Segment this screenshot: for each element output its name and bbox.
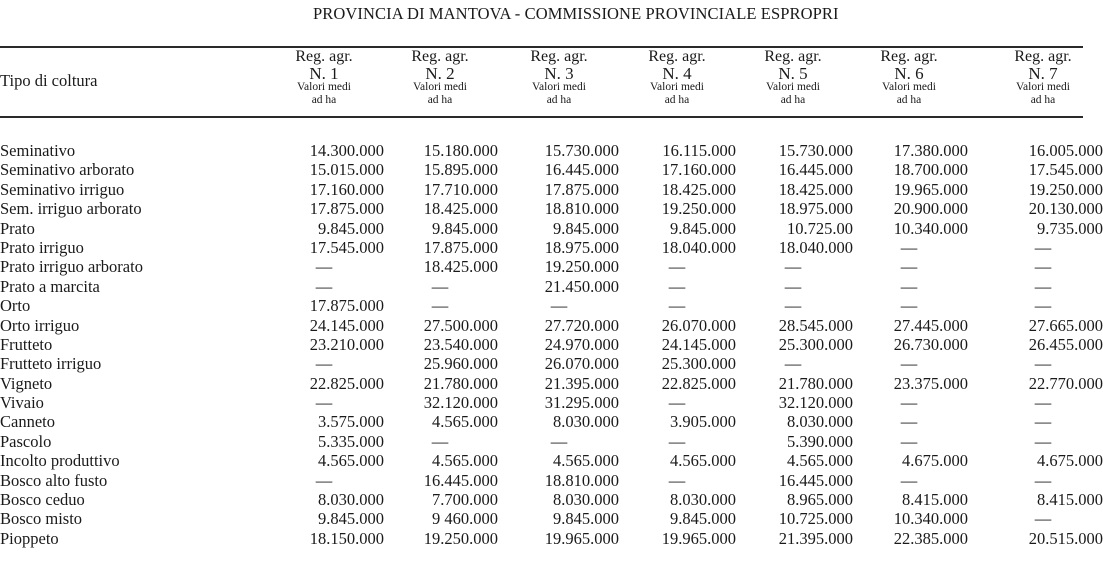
column-header-region-4 xyxy=(617,49,737,108)
table-row xyxy=(0,490,1103,510)
cell-value-region-4: 8.030.000 xyxy=(670,490,736,510)
cell-value-region-1: 9.845.000 xyxy=(318,509,384,529)
cell-value-region-1: 9.845.000 xyxy=(318,218,384,238)
table-row xyxy=(0,354,1083,373)
cell-value-region-4: 4.565.000 xyxy=(670,451,736,471)
cell-value-region-5: 10.725.00 xyxy=(787,218,853,238)
column-header-line1: Reg. agr. xyxy=(764,48,822,65)
cell-value-region-3: 21.450.000 xyxy=(544,276,619,296)
cell-value-region-6: — xyxy=(900,276,918,296)
cell-value-region-6: 23.375.000 xyxy=(893,373,968,393)
cell-value-region-3: 19.250.000 xyxy=(544,257,619,277)
table-body xyxy=(0,141,1103,548)
column-header-line1: Reg. agr. xyxy=(295,48,353,65)
cell-value-region-5: 16.445.000 xyxy=(778,160,853,180)
cell-value-region-1: 5.335.000 xyxy=(318,431,384,451)
row-crop-type: Orto xyxy=(0,296,31,316)
column-header-line2: N. 6 xyxy=(894,64,924,83)
cell-value-region-5: 4.565.000 xyxy=(787,451,853,471)
cell-value-region-1: 17.160.000 xyxy=(309,179,384,199)
cell-value-region-2: 17.875.000 xyxy=(423,237,498,257)
row-crop-type: Canneto xyxy=(0,412,55,432)
cell-value-region-7: — xyxy=(1034,509,1052,529)
cell-value-region-7: — xyxy=(1034,431,1052,451)
column-header-line3: Valori medi xyxy=(413,81,467,93)
column-header-tipo-di-coltura: Tipo di coltura xyxy=(0,71,98,90)
cell-value-region-1: 24.145.000 xyxy=(309,315,384,335)
cell-value-region-3: 26.070.000 xyxy=(544,354,619,374)
table-row xyxy=(0,315,1103,335)
row-crop-type: Frutteto irriguo xyxy=(0,354,102,374)
cell-value-region-3: 8.030.000 xyxy=(553,412,619,432)
cell-value-region-5: 8.030.000 xyxy=(787,412,853,432)
column-header-line2: N. 5 xyxy=(778,64,808,83)
cell-value-region-3: — xyxy=(550,296,568,316)
cell-value-region-6: — xyxy=(900,257,918,277)
table-row xyxy=(0,257,1083,276)
cell-value-region-4: 18.040.000 xyxy=(661,237,736,257)
cell-value-region-3: 8.030.000 xyxy=(553,490,619,510)
table-row xyxy=(0,432,1083,451)
cell-value-region-5: 18.425.000 xyxy=(778,179,853,199)
cell-value-region-4: — xyxy=(668,296,686,316)
column-header-line2: N. 3 xyxy=(544,64,574,83)
cell-value-region-6: — xyxy=(900,412,918,432)
cell-value-region-7: 8.415.000 xyxy=(1037,490,1103,510)
cell-value-region-6: — xyxy=(900,431,918,451)
cell-value-region-4: 16.115.000 xyxy=(662,141,736,160)
cell-value-region-2: — xyxy=(431,296,449,316)
table-row xyxy=(0,451,1103,471)
table-row xyxy=(0,528,1103,548)
column-header-line4: ad ha xyxy=(780,94,806,106)
cell-value-region-2: 15.180.000 xyxy=(423,141,498,160)
cell-value-region-7: 9.735.000 xyxy=(1037,218,1103,238)
cell-value-region-5: 15.730.000 xyxy=(778,141,853,160)
column-header-line2: N. 2 xyxy=(425,64,455,83)
cell-value-region-5: 21.780.000 xyxy=(778,373,853,393)
cell-value-region-7: 26.455.000 xyxy=(1028,334,1103,354)
cell-value-region-1: 3.575.000 xyxy=(318,412,384,432)
cell-value-region-7: — xyxy=(1034,296,1052,316)
cell-value-region-1: 22.825.000 xyxy=(309,373,384,393)
cell-value-region-7: — xyxy=(1034,354,1052,374)
cell-value-region-3: 24.970.000 xyxy=(544,334,619,354)
table-row xyxy=(0,334,1103,354)
row-crop-type: Bosco ceduo xyxy=(0,490,85,510)
cell-value-region-4: 26.070.000 xyxy=(661,315,736,335)
cell-value-region-2: 9.845.000 xyxy=(432,218,498,238)
row-crop-type: Seminativo irriguo xyxy=(0,179,125,199)
table-row xyxy=(0,218,1103,238)
cell-value-region-5: — xyxy=(784,257,802,277)
row-crop-type: Prato irriguo arborato xyxy=(0,257,143,277)
cell-value-region-2: 9 460.000 xyxy=(432,509,498,529)
cell-value-region-6: — xyxy=(900,296,918,316)
cell-value-region-3: 16.445.000 xyxy=(544,160,619,180)
cell-value-region-4: 9.845.000 xyxy=(670,218,736,238)
cell-value-region-1: 15.015.000 xyxy=(309,160,384,180)
cell-value-region-4: — xyxy=(668,431,686,451)
column-header-line1: Reg. agr. xyxy=(648,48,706,65)
column-header-line1: Reg. agr. xyxy=(411,48,469,65)
cell-value-region-7: — xyxy=(1034,237,1052,257)
column-header-line3: Valori medi xyxy=(882,81,936,93)
row-crop-type: Sem. irriguo arborato xyxy=(0,199,142,219)
column-header-line3: Valori medi xyxy=(297,81,351,93)
row-crop-type: Seminativo xyxy=(0,141,76,160)
cell-value-region-7: — xyxy=(1034,276,1052,296)
cell-value-region-2: 18.425.000 xyxy=(423,257,498,277)
cell-value-region-2: 16.445.000 xyxy=(423,470,498,490)
row-crop-type: Vigneto xyxy=(0,373,53,393)
table-row xyxy=(0,277,1083,296)
cell-value-region-3: 31.295.000 xyxy=(544,393,619,413)
cell-value-region-2: 4.565.000 xyxy=(432,412,498,432)
column-header-line1: Reg. agr. xyxy=(880,48,938,65)
cell-value-region-7: — xyxy=(1034,412,1052,432)
column-header-line3: Valori medi xyxy=(532,81,586,93)
cell-value-region-2: — xyxy=(431,276,449,296)
column-header-line1: Reg. agr. xyxy=(1014,48,1072,65)
cell-value-region-3: 21.395.000 xyxy=(544,373,619,393)
table-row xyxy=(0,471,1083,490)
cell-value-region-5: 25.300.000 xyxy=(778,334,853,354)
cell-value-region-2: 17.710.000 xyxy=(423,179,498,199)
column-header-region-6 xyxy=(849,49,969,108)
cell-value-region-6: — xyxy=(900,470,918,490)
cell-value-region-2: 4.565.000 xyxy=(432,451,498,471)
column-header-region-2 xyxy=(380,49,500,108)
cell-value-region-1: 23.210.000 xyxy=(309,334,384,354)
cell-value-region-6: 18.700.000 xyxy=(893,160,968,180)
cell-value-region-2: 7.700.000 xyxy=(432,490,498,510)
column-header-line2: N. 7 xyxy=(1028,64,1058,83)
column-header-line3: Valori medi xyxy=(766,81,820,93)
cell-value-region-1: — xyxy=(315,257,333,277)
cell-value-region-5: 21.395.000 xyxy=(778,528,853,548)
row-crop-type: Prato a marcita xyxy=(0,276,100,296)
table-row xyxy=(0,412,1083,431)
row-crop-type: Prato irriguo xyxy=(0,237,84,257)
cell-value-region-3: 19.965.000 xyxy=(544,528,619,548)
column-header-line3: Valori medi xyxy=(1016,81,1070,93)
cell-value-region-4: 18.425.000 xyxy=(661,179,736,199)
cell-value-region-4: 25.300.000 xyxy=(661,354,736,374)
column-header-line4: ad ha xyxy=(427,94,453,106)
column-header-line4: ad ha xyxy=(311,94,337,106)
column-header-region-7 xyxy=(983,49,1103,108)
cell-value-region-6: 22.385.000 xyxy=(893,528,968,548)
column-header-region-1 xyxy=(264,49,384,108)
cell-value-region-7: — xyxy=(1034,470,1052,490)
cell-value-region-3: 17.875.000 xyxy=(544,179,619,199)
cell-value-region-3: 18.810.000 xyxy=(544,199,619,219)
table-row xyxy=(0,296,1083,315)
table-row xyxy=(0,160,1103,180)
cell-value-region-6: — xyxy=(900,393,918,413)
cell-value-region-4: 19.965.000 xyxy=(661,528,736,548)
cell-value-region-6: 20.900.000 xyxy=(893,199,968,219)
column-header-line2: N. 1 xyxy=(309,64,339,83)
cell-value-region-6: 19.965.000 xyxy=(893,179,968,199)
cell-value-region-2: 23.540.000 xyxy=(423,334,498,354)
column-header-line3: Valori medi xyxy=(650,81,704,93)
cell-value-region-6: 10.340.000 xyxy=(893,509,968,529)
cell-value-region-4: 22.825.000 xyxy=(661,373,736,393)
cell-value-region-1: 4.565.000 xyxy=(318,451,384,471)
table-row xyxy=(0,199,1103,219)
cell-value-region-4: 19.250.000 xyxy=(661,199,736,219)
table-row xyxy=(0,509,1083,528)
cell-value-region-6: 27.445.000 xyxy=(893,315,968,335)
cell-value-region-3: 4.565.000 xyxy=(553,451,619,471)
cell-value-region-5: — xyxy=(784,296,802,316)
cell-value-region-2: 25.960.000 xyxy=(423,354,498,374)
cell-value-region-7: 27.665.000 xyxy=(1028,315,1103,335)
cell-value-region-3: 9.845.000 xyxy=(553,218,619,238)
cell-value-region-3: 15.730.000 xyxy=(544,141,619,160)
cell-value-region-6: — xyxy=(900,354,918,374)
document-title: PROVINCIA DI MANTOVA - COMMISSIONE PROVINCIALE ESPROPRI xyxy=(313,4,839,23)
cell-value-region-6: 8.415.000 xyxy=(902,490,968,510)
cell-value-region-7: 22.770.000 xyxy=(1028,373,1103,393)
cell-value-region-1: 17.545.000 xyxy=(309,237,384,257)
cell-value-region-2: 27.500.000 xyxy=(423,315,498,335)
column-header-line4: ad ha xyxy=(664,94,690,106)
cell-value-region-1: 14.300.000 xyxy=(309,141,384,160)
cell-value-region-1: 18.150.000 xyxy=(309,528,384,548)
cell-value-region-3: 27.720.000 xyxy=(544,315,619,335)
cell-value-region-4: 24.145.000 xyxy=(661,334,736,354)
cell-value-region-6: 17.380.000 xyxy=(893,141,968,160)
cell-value-region-3: 18.810.000 xyxy=(544,470,619,490)
column-header-line4: ad ha xyxy=(896,94,922,106)
cell-value-region-4: — xyxy=(668,276,686,296)
row-crop-type: Pioppeto xyxy=(0,528,59,548)
cell-value-region-4: 3.905.000 xyxy=(670,412,736,432)
table-row xyxy=(0,238,1083,257)
row-crop-type: Bosco alto fusto xyxy=(0,470,108,490)
cell-value-region-4: — xyxy=(668,393,686,413)
cell-value-region-2: 15.895.000 xyxy=(423,160,498,180)
row-crop-type: Pascolo xyxy=(0,431,52,451)
row-crop-type: Frutteto xyxy=(0,334,53,354)
cell-value-region-7: 20.130.000 xyxy=(1028,199,1103,219)
cell-value-region-5: — xyxy=(784,276,802,296)
row-crop-type: Orto irriguo xyxy=(0,315,80,335)
cell-value-region-7: 19.250.000 xyxy=(1028,179,1103,199)
cell-value-region-5: 10.725.000 xyxy=(778,509,853,529)
column-header-line1: Reg. agr. xyxy=(530,48,588,65)
column-header-line4: ad ha xyxy=(546,94,572,106)
cell-value-region-5: 5.390.000 xyxy=(787,431,853,451)
cell-value-region-5: 32.120.000 xyxy=(778,393,853,413)
cell-value-region-1: 17.875.000 xyxy=(309,296,384,316)
column-header-region-5 xyxy=(733,49,853,108)
cell-value-region-4: — xyxy=(668,257,686,277)
cell-value-region-5: — xyxy=(784,354,802,374)
row-crop-type: Incolto produttivo xyxy=(0,451,120,471)
cell-value-region-2: 32.120.000 xyxy=(423,393,498,413)
cell-value-region-2: 21.780.000 xyxy=(423,373,498,393)
cell-value-region-4: 9.845.000 xyxy=(670,509,736,529)
cell-value-region-1: — xyxy=(315,470,333,490)
cell-value-region-7: 4.675.000 xyxy=(1037,451,1103,471)
cell-value-region-7: — xyxy=(1034,393,1052,413)
cell-value-region-7: — xyxy=(1034,257,1052,277)
cell-value-region-5: 8.965.000 xyxy=(787,490,853,510)
column-header-line4: ad ha xyxy=(1030,94,1056,106)
cell-value-region-3: — xyxy=(550,431,568,451)
cell-value-region-1: — xyxy=(315,276,333,296)
cell-value-region-4: — xyxy=(668,470,686,490)
cell-value-region-1: — xyxy=(315,393,333,413)
column-header-region-3 xyxy=(499,49,619,108)
cell-value-region-2: — xyxy=(431,431,449,451)
row-crop-type: Bosco misto xyxy=(0,509,83,529)
row-crop-type: Seminativo arborato xyxy=(0,160,135,180)
cell-value-region-5: 28.545.000 xyxy=(778,315,853,335)
column-header-line2: N. 4 xyxy=(662,64,692,83)
cell-value-region-5: 18.040.000 xyxy=(778,237,853,257)
table-row xyxy=(0,141,1103,160)
table-row xyxy=(0,373,1103,393)
row-crop-type: Vivaio xyxy=(0,393,44,413)
cell-value-region-6: — xyxy=(900,237,918,257)
cell-value-region-5: 18.975.000 xyxy=(778,199,853,219)
cell-value-region-6: 26.730.000 xyxy=(893,334,968,354)
cell-value-region-7: 17.545.000 xyxy=(1028,160,1103,180)
cell-value-region-2: 19.250.000 xyxy=(423,528,498,548)
table-header-rule xyxy=(0,116,1083,118)
cell-value-region-2: 18.425.000 xyxy=(423,199,498,219)
cell-value-region-1: 17.875.000 xyxy=(309,199,384,219)
cell-value-region-7: 20.515.000 xyxy=(1028,528,1103,548)
table-row xyxy=(0,179,1103,199)
cell-value-region-5: 16.445.000 xyxy=(778,470,853,490)
cell-value-region-4: 17.160.000 xyxy=(661,160,736,180)
cell-value-region-3: 18.975.000 xyxy=(544,237,619,257)
cell-value-region-6: 10.340.000 xyxy=(893,218,968,238)
cell-value-region-3: 9.845.000 xyxy=(553,509,619,529)
table-row xyxy=(0,393,1083,412)
row-crop-type: Prato xyxy=(0,218,35,238)
cell-value-region-6: 4.675.000 xyxy=(902,451,968,471)
cell-value-region-7: 16.005.000 xyxy=(1028,141,1103,160)
cell-value-region-1: 8.030.000 xyxy=(318,490,384,510)
cell-value-region-1: — xyxy=(315,354,333,374)
